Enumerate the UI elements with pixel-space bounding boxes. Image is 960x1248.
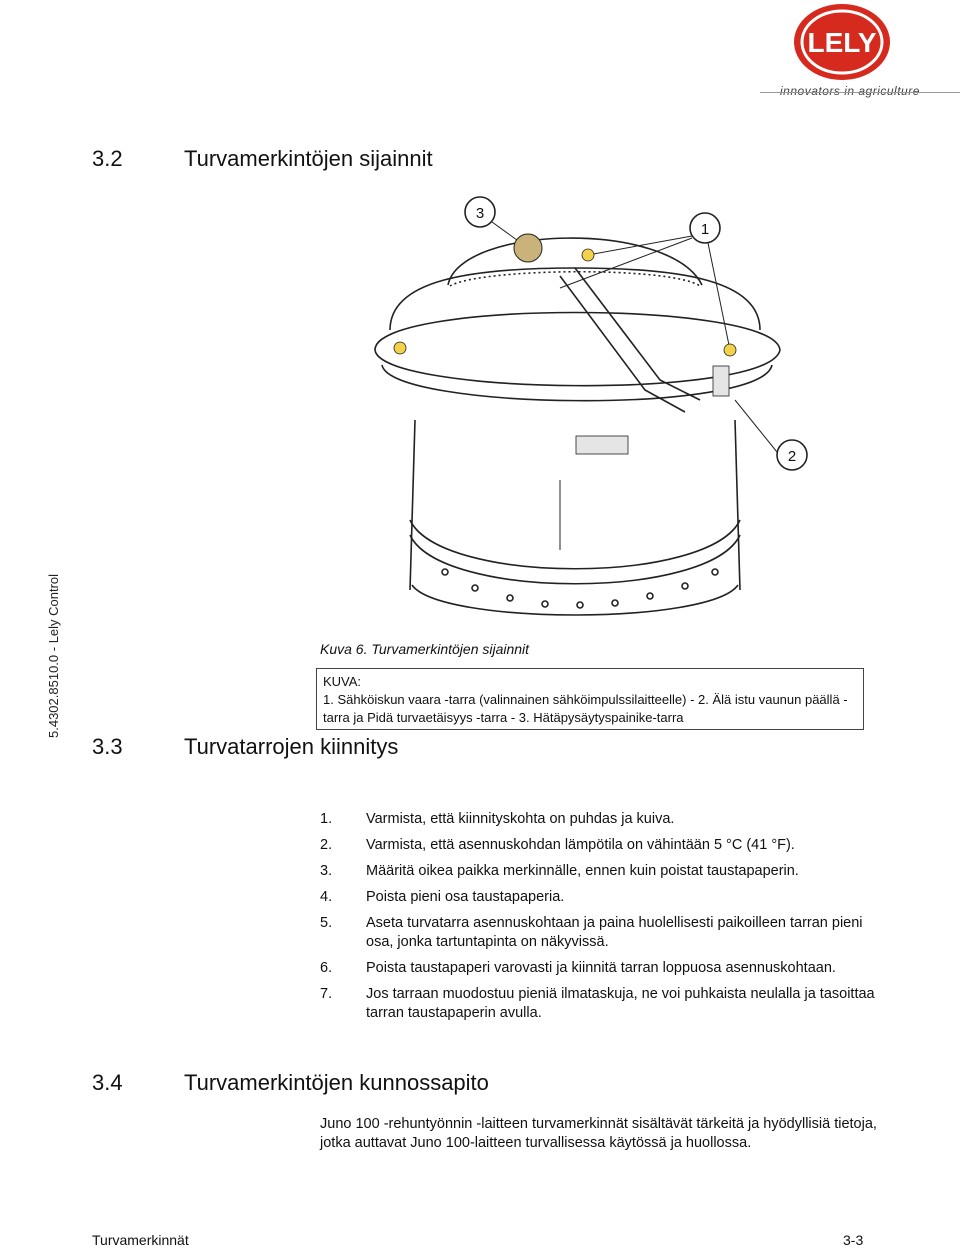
figure-caption: Kuva 6. Turvamerkintöjen sijainnit: [320, 641, 530, 657]
section-title: Turvamerkintöjen sijainnit: [184, 146, 433, 171]
section-title: Turvamerkintöjen kunnossapito: [184, 1070, 489, 1095]
section-number: 3.4: [92, 1070, 123, 1095]
svg-text:LELY: LELY: [807, 27, 877, 58]
section-number: 3.3: [92, 734, 123, 759]
list-item: 1. Varmista, että kiinnityskohta on puhdas ja kuiva.: [320, 811, 675, 827]
svg-text:3: 3: [475, 205, 485, 222]
document-code: 5.4302.8510.0 - Lely Control: [46, 573, 61, 738]
section-title: Turvatarrojen kiinnitys: [184, 734, 399, 759]
figure-legend: [316, 668, 864, 730]
list-item: 7. Jos tarraan muodostuu pieniä ilmataskuja, ne voi puhkaista neulalla ja tasoittaa tarran taustapaperin avulla.: [320, 986, 875, 1021]
list-item: 2. Varmista, että asennuskohdan lämpötila on vähintään 5 °C (41 °F).: [320, 837, 795, 853]
list-item: 3. Määritä oikea paikka merkinnälle, ennen kuin poistat taustapaperin.: [320, 863, 799, 879]
machine-drawing: [330, 190, 830, 635]
section-heading-3-3: [92, 734, 398, 760]
footer-chapter: Turvamerkinnät: [92, 1232, 189, 1248]
section-heading-3-4: [92, 1070, 489, 1096]
list-item: 4. Poista pieni osa taustapaperia.: [320, 889, 565, 905]
header-divider: [760, 92, 960, 93]
maintenance-paragraph: Juno 100 -rehuntyönnin -laitteen turvamerkinnät sisältävät tärkeitä ja hyödyllisiä tietoja, jotka auttavat Juno 100-laitteen turvallisessa käytössä ja huollossa.: [320, 1116, 877, 1151]
legend-line: 1. Sähköiskun vaara -tarra (valinnainen sähköimpulssilaitteelle) - 2. Älä istu vaunun päällä -: [323, 692, 848, 707]
brand-tagline: innovators in agriculture: [780, 84, 920, 98]
list-item: 5. Aseta turvatarra asennuskohtaan ja paina huolellisesti paikoilleen tarran pieni osa, jonka tartuntapinta on näkyvissä.: [320, 915, 863, 950]
installation-steps: [320, 810, 880, 1030]
legend-line: tarra ja Pidä turvaetäisyys -tarra - 3. Hätäpysäytyspainike-tarra: [323, 710, 684, 725]
list-item: 6. Poista taustapaperi varovasti ja kiinnitä tarran loppuosa asennuskohtaan.: [320, 960, 836, 976]
page-number: 3-3: [843, 1232, 864, 1248]
legend-title: KUVA:: [323, 674, 362, 689]
svg-text:2: 2: [787, 448, 797, 465]
svg-text:1: 1: [700, 221, 710, 238]
section-number: 3.2: [92, 146, 123, 171]
section-heading-3-2: [92, 146, 433, 172]
